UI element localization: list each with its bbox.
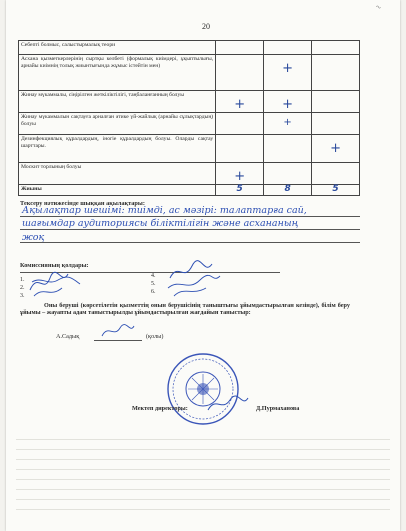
- mark-cell: [312, 113, 360, 135]
- handwritten-mark: +: [282, 61, 294, 76]
- handwritten-comment-1: Ақылақтар шешімі: тиімді, ас мәзірі: талаптарға сай,: [22, 205, 307, 216]
- total-label: Жиыны: [19, 185, 216, 196]
- commission-item-1: 1.: [20, 277, 25, 283]
- comments-title: Тексеру нәтижесінде шыққан ақылақтары:: [20, 200, 145, 207]
- acknowledgement-paragraph: [20, 302, 350, 317]
- mark-cell: [264, 113, 312, 135]
- mark-cell: [216, 163, 264, 185]
- commission-list-right: [151, 272, 156, 296]
- criterion-text: Жинау мүкаммалы, сіңірілген жеткіліктілігі, таңбаланғанның болуы: [19, 91, 216, 113]
- comment-line-2: [20, 229, 360, 230]
- criterion-text: Дезинфекциялық құралдардың, іногіе құралдардың болуы. Оларды сақтау шарттары.: [19, 135, 216, 163]
- criterion-text: Асхана қызметкерлерінің сыртқы келбеті (формалық киімдері, ұқыптылығы, арнайы киімнің толық жиынтығында жұмыс істейтін мен): [19, 55, 216, 91]
- signer-label: А.Садық: [56, 333, 80, 340]
- mark-cell: [312, 163, 360, 185]
- mark-cell: [216, 135, 264, 163]
- table-row: [19, 163, 360, 185]
- commission-item-2: 2.: [20, 285, 25, 291]
- mark-cell: [264, 163, 312, 185]
- handwritten-comment-2: шағымдар аудиториясы біліктілігін және асхананың: [22, 218, 299, 229]
- total-score: 5: [236, 184, 243, 194]
- total-score-cell: [216, 185, 264, 196]
- document-page: [6, 0, 400, 531]
- mark-cell: [216, 55, 264, 91]
- mark-cell: [264, 41, 312, 55]
- criterion-text: Жинау мүкаммалын сақтауға арналған әтике үй-жайлық (арнайы сұлықтардың) болуы: [19, 113, 216, 135]
- inspection-table: [18, 40, 360, 196]
- mark-cell: [216, 91, 264, 113]
- mark-cell: [216, 41, 264, 55]
- criterion-text: Себепті болмыс, салыстырмалық теори: [19, 41, 216, 55]
- mark-cell: [264, 135, 312, 163]
- handwritten-mark: +: [330, 141, 341, 156]
- commission-signatures-left: [28, 264, 88, 298]
- commission-item-6: 6.: [151, 289, 156, 295]
- signer-line: [94, 340, 142, 341]
- commission-item-3: 3.: [20, 293, 25, 299]
- commission-title: Комиссияның қолдары:: [20, 262, 89, 269]
- acknowledgement-text: Оны беруші (көрсетілетін қызметтің онын берушісінің таныштығы ұйымдастырылған кезінде), бiлiм беру ұйымы – жауапты адам таныстырылды ұйымдастырылған жағдайын таныстыр:: [20, 302, 350, 317]
- comment-line-1: [20, 216, 360, 217]
- director-name: Д.Пурмаханова: [256, 405, 300, 412]
- commission-list-left: [20, 276, 25, 300]
- mark-cell: [312, 41, 360, 55]
- school-seal: [166, 352, 240, 426]
- criterion-text: Москит торлының болуы: [19, 163, 216, 185]
- mark-cell: [312, 91, 360, 113]
- table-row: [19, 91, 360, 113]
- mark-cell: [216, 113, 264, 135]
- handwritten-mark: +: [282, 97, 294, 112]
- handwritten-mark: +: [234, 169, 246, 184]
- commission-item-4: 4.: [151, 273, 156, 279]
- handwritten-mark: +: [234, 97, 246, 112]
- commission-item-5: 5.: [151, 281, 156, 287]
- table-row: [19, 55, 360, 91]
- mark-cell: [264, 91, 312, 113]
- handwritten-comment-3: жоқ: [22, 232, 45, 243]
- mark-cell: [264, 55, 312, 91]
- table-row: [19, 41, 360, 55]
- bleed-through-texture: [16, 430, 390, 525]
- total-score: 5: [332, 184, 339, 194]
- director-label: Мектеп директоры:: [132, 405, 188, 412]
- total-score-cell: [312, 185, 360, 196]
- total-score: 8: [284, 184, 291, 194]
- signer-hint: (қолы): [146, 333, 164, 340]
- commission-signatures-right: [166, 258, 226, 298]
- mark-cell: [312, 135, 360, 163]
- mark-cell: [312, 55, 360, 91]
- comment-line-3: [20, 242, 360, 243]
- table-row: [19, 135, 360, 163]
- page-number: 20: [202, 22, 210, 31]
- total-score-cell: [264, 185, 312, 196]
- page-corner-mark: ~: [373, 1, 384, 13]
- total-row: [19, 185, 360, 196]
- handwritten-mark: +: [283, 117, 292, 128]
- table-row: [19, 113, 360, 135]
- signer-signature: [100, 322, 136, 340]
- director-signature: [206, 394, 250, 414]
